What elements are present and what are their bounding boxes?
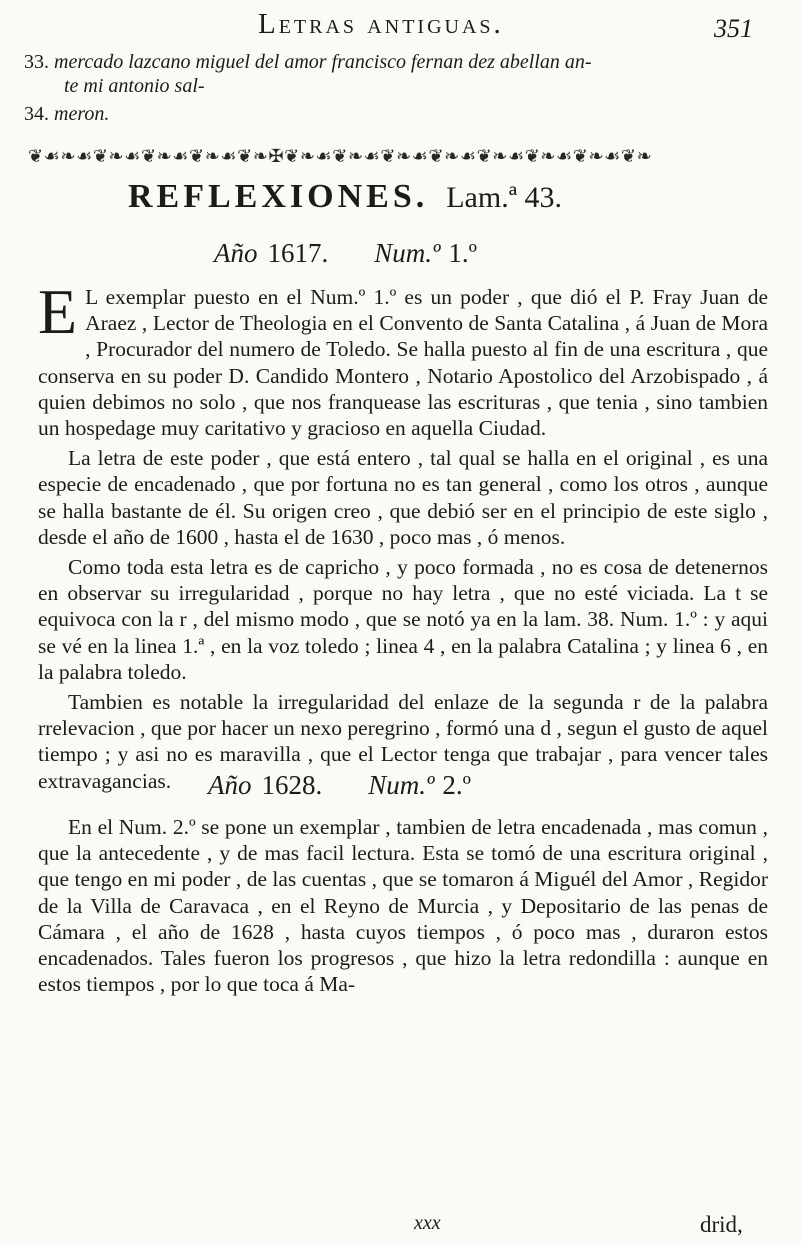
subsection-heading-1 (214, 238, 477, 269)
plate-reference: Lam.ª 43. (446, 181, 562, 214)
page-footer (0, 1212, 801, 1242)
number-label: Num.º (374, 238, 441, 268)
section-heading (128, 178, 562, 216)
year-value: 1628. (261, 770, 323, 800)
paragraph: Tambien es notable la irregularidad del enlaze de la segunda r de la palabra rrelevacion , que por hacer un nexo peregrino , formó una d , segun el gusto de aquel tiempo ; y asi no es maravilla , que el Lector tenga que trabajar , para vencer tales extravagancias. (38, 690, 768, 793)
year-label: Año (208, 770, 252, 800)
entry-text: mercado lazcano miguel del amor francisco fernan dez abellan an- (54, 51, 592, 73)
number-value: 1.º (448, 238, 478, 268)
paragraph: E L exemplar puesto en el Num.º 1.º es un poder , que dió el P. Fray Juan de Araez , Lector de Theologia en el Convento de Santa Catalina , á Juan de Mora , Procurador del numero de Toledo. Se halla puesto al fin de una escritura , que conserva en su poder D. Candido Montero , Notario Apostolico del Arzobispado , á quien debimos no solo , que nos franquease las escrituras , que tenia , sino tambien un hospedage muy caritativo y gracioso en aquella Ciudad. (38, 276, 768, 441)
number-value: 2.º (442, 770, 472, 800)
drop-cap: E (38, 276, 78, 347)
number-label: Num.º (368, 770, 435, 800)
page-number: 351 (714, 14, 753, 43)
list-entry-34 (24, 102, 109, 126)
subsection-heading-2 (208, 770, 471, 801)
year-value: 1617. (267, 238, 329, 268)
paragraph: Como toda esta letra es de capricho , y poco formada , no es cosa de detenernos en observar su irregularidad , porque no hay letra , que no esté viciada. La t se equivoca con la r , del mismo modo , que se notó ya en la lam. 38. Num. 1.º : y aqui se vé en la linea 1.ª , en la voz toledo ; linea 4 , en la palabra Catalina ; y linea 6 , en la palabra toledo. (38, 555, 768, 684)
text-block-1 (38, 276, 768, 794)
decorative-ornament-band: ❦☙❧☙❦❧☙❦❧☙❦❧☙❦❧✠❦❧☙❦❧☙❦❧☙❦❧☙❦❧☙❦❧☙❦❧☙❦❧ (28, 146, 653, 166)
list-entry-33 (24, 50, 784, 98)
catchword: drid, (700, 1212, 743, 1237)
running-head (0, 8, 801, 48)
entry-text: meron. (54, 103, 110, 125)
year-label: Año (214, 238, 258, 268)
running-title: Letras antiguas. (258, 8, 504, 40)
entry-number: 33. (24, 51, 49, 73)
text-block-2 (38, 814, 768, 997)
entry-number: 34. (24, 103, 49, 125)
paragraph: La letra de este poder , que está entero , tal qual se halla en el original , es una especie de encadenado , que por fortuna no es tan general , como los otros , aunque se halla bastante de él. Su origen creo , que debió ser en el principio de este siglo , desde el año de 1600 , hasta el de 1630 , poco mas , ó menos. (38, 446, 768, 549)
paragraph: En el Num. 2.º se pone un exemplar , tambien de letra encadenada , mas comun , que la antecedente , y de mas facil lectura. Esta se tomó de una escritura original , que tengo en mi poder , de las cuentas , que se tomaron á Miguél del Amor , Regidor de la Villa de Caravaca , en el Reyno de Murcia , y Depositario de las penas de Cámara , el año de 1628 , hasta cuyos tiempos , ó poco mas , duraron estos encadenados. Tales fueron los progresos , que hizo la letra redondilla : aunque en estos tiempos , por lo que toca á Ma- (38, 815, 768, 997)
section-title: REFLEXIONES. (128, 178, 429, 215)
signature-mark: xxx (414, 1212, 441, 1234)
entry-text-continued: te mi antonio sal- (64, 75, 205, 97)
